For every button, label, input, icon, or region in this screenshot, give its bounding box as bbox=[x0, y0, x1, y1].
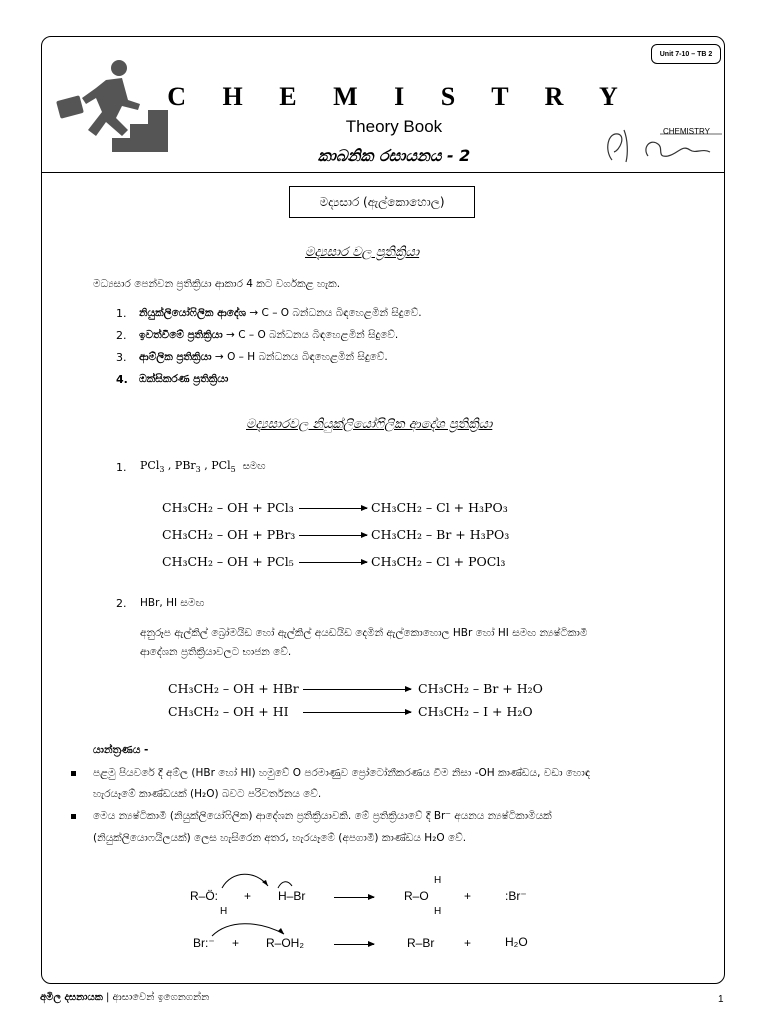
mechanism-heading: යාන්ත්‍රණය - bbox=[93, 744, 149, 756]
unit-badge: Unit 7-10 – TB 2 bbox=[651, 44, 721, 64]
equation-product: CH₃CH₂ – Br + H₂O bbox=[418, 681, 543, 696]
signature-label: CHEMISTRY bbox=[663, 127, 710, 136]
mech-bromide: :Br⁻ bbox=[505, 889, 527, 903]
footer-tagline: | ආසාවෙන් ඉගෙනගන්න bbox=[106, 992, 210, 1003]
equation-reactant: CH₃CH₂ – OH + PCl₃ bbox=[162, 500, 294, 515]
electron-arrow-icon bbox=[216, 868, 296, 892]
reaction-arrow bbox=[303, 712, 411, 713]
mech-plus: + bbox=[464, 889, 472, 903]
list-item bbox=[139, 305, 422, 322]
mech-reactant: R–Ö: bbox=[190, 889, 219, 903]
list-item-name: ආම්ලික ප්‍රතික්‍රියා bbox=[139, 351, 212, 363]
reaction-arrow bbox=[334, 897, 374, 898]
list-item-name: ඔක්සිකරණ ප්‍රතික්‍රියා bbox=[139, 373, 229, 385]
reaction-arrow bbox=[299, 562, 367, 563]
reagent-list: PCl$_3$ , PBr$_3$ , PCl$_5$ සමඟ bbox=[140, 459, 266, 475]
section-box: මද්‍යසාර (ඇල්කොහොල) bbox=[289, 186, 475, 218]
mechanism-bullet-line2: හැරයෑමේ කාණ්ඩයක් (H₂O) බවට පරිවර්තනය වේ. bbox=[93, 788, 322, 800]
list-item-desc: → C – O බන්ධනය බිඳහෙළමින් සිදුවේ. bbox=[246, 307, 422, 319]
list-item bbox=[139, 371, 228, 388]
item2-text-line1: අනුරූප ඇල්කිල් බ්‍රෝමයිඩ හෝ ඇල්කිල් අයඩයිඩ දෙමින් ඇල්කොහොල HBr හෝ HI සමඟ න්‍යෂ්ටිකාමී bbox=[140, 627, 588, 639]
mech-substrate: R–OH₂ bbox=[266, 936, 304, 950]
reagent-with: සමඟ bbox=[242, 461, 266, 472]
unit-topic: කාබනික රසායනය - 2 bbox=[317, 146, 471, 165]
header-divider bbox=[42, 172, 724, 173]
reactions-intro: මධ්‍යසාර පෙන්වන ප්‍රතික්‍රියා ආකාර 4 කට වර්ගකළ හැක. bbox=[93, 278, 341, 290]
item1-number: 1. bbox=[116, 461, 127, 474]
reaction-arrow bbox=[299, 535, 367, 536]
mech-h-below: H bbox=[434, 906, 442, 917]
mech-h-below: H bbox=[220, 906, 228, 917]
mech-product: R–O bbox=[404, 889, 429, 903]
list-item-desc: → O – H බන්ධනය බිඳහෙළමින් සිදුවේ. bbox=[211, 351, 388, 363]
page-title: C H E M I S T R Y bbox=[167, 82, 633, 111]
list-number: 2. bbox=[116, 329, 127, 342]
mechanism-bullet-line2: (නියුක්ලියොෆයිලයක්) ලෙස හැසිරෙන අතර, හැරයෑමේ (අපගාමී) කාණ්ඩය H₂O වේ. bbox=[93, 832, 467, 844]
mechanism-bullet-line1: පළමු පියවරේ දී අම්ල (HBr හෝ HI) හමුවේ O පරමාණුව ප්‍රෝටෝනීකරණය වීම නිසා -OH කාණ්ඩය, වඩා හොඳ bbox=[93, 767, 591, 779]
footer-author-name: අමිල දසනායක bbox=[40, 992, 103, 1003]
mech-plus: + bbox=[232, 936, 240, 950]
list-item bbox=[139, 327, 398, 344]
reaction-arrow bbox=[334, 944, 374, 945]
stairs-runner-logo-icon bbox=[56, 58, 170, 152]
electron-arrow-icon bbox=[208, 918, 294, 940]
subtitle: Theory Book bbox=[345, 117, 443, 136]
mech-plus: + bbox=[244, 889, 252, 903]
equation-product: CH₃CH₂ – Cl + POCl₃ bbox=[371, 554, 506, 569]
bullet-icon bbox=[71, 814, 76, 819]
mech-acid: H–Br bbox=[278, 889, 306, 903]
reactions-heading: මද්‍යසාර වල ප්‍රතික්‍රියා bbox=[305, 245, 420, 260]
mech-h-top: H bbox=[434, 875, 442, 886]
list-number: 3. bbox=[116, 351, 127, 364]
list-item-desc: → C – O බන්ධනය බිඳහෙළමින් සිදුවේ. bbox=[222, 329, 399, 341]
reaction-arrow bbox=[303, 689, 411, 690]
equation-product: CH₃CH₂ – I + H₂O bbox=[418, 704, 533, 719]
footer-author bbox=[40, 992, 209, 1003]
mech-product: R–Br bbox=[407, 936, 435, 950]
equation-product: CH₃CH₂ – Cl + H₃PO₃ bbox=[371, 500, 508, 515]
item2-text-line2: ආදේශන ප්‍රතික්‍රියාවලට භාජන වේ. bbox=[140, 646, 292, 658]
list-number: 4. bbox=[116, 373, 128, 386]
mech-plus: + bbox=[464, 936, 472, 950]
mechanism-bullet-line1: මෙය න්‍යෂ්ටිකාමී (නියුක්ලියෝෆිලික) ආදේශන ප්‍රතික්‍රියාවකි. මේ ප්‍රතික්‍රියාවේ දී Br⁻ අයනය න්‍යෂ්ටිකාමියක් bbox=[93, 810, 552, 822]
equation-reactant: CH₃CH₂ – OH + HI bbox=[168, 704, 289, 719]
page-number: 1 bbox=[718, 994, 724, 1005]
reaction-arrow bbox=[299, 508, 367, 509]
equation-reactant: CH₃CH₂ – OH + PBr₃ bbox=[162, 527, 296, 542]
equation-product: CH₃CH₂ – Br + H₃PO₃ bbox=[371, 527, 510, 542]
list-item-name: ඉවත්වීමේ ප්‍රතික්‍රියා bbox=[139, 329, 223, 341]
list-number: 1. bbox=[116, 307, 127, 320]
item2-number: 2. bbox=[116, 597, 127, 610]
item2-label: HBr, HI සමඟ bbox=[140, 597, 205, 609]
list-item bbox=[139, 349, 388, 366]
list-item-name: නියුක්ලියෝෆිලික ආදේශ bbox=[139, 307, 247, 319]
substitution-heading: මද්‍යසාරවල නියුක්ලියෝෆිලික ආදේශ ප්‍රතික්‍රියා bbox=[246, 417, 493, 432]
equation-reactant: CH₃CH₂ – OH + HBr bbox=[168, 681, 299, 696]
mech-water: H₂O bbox=[505, 935, 528, 949]
mech-nucleophile: Br:⁻ bbox=[193, 936, 215, 950]
equation-reactant: CH₃CH₂ – OH + PCl₅ bbox=[162, 554, 294, 569]
bullet-icon bbox=[71, 771, 76, 776]
